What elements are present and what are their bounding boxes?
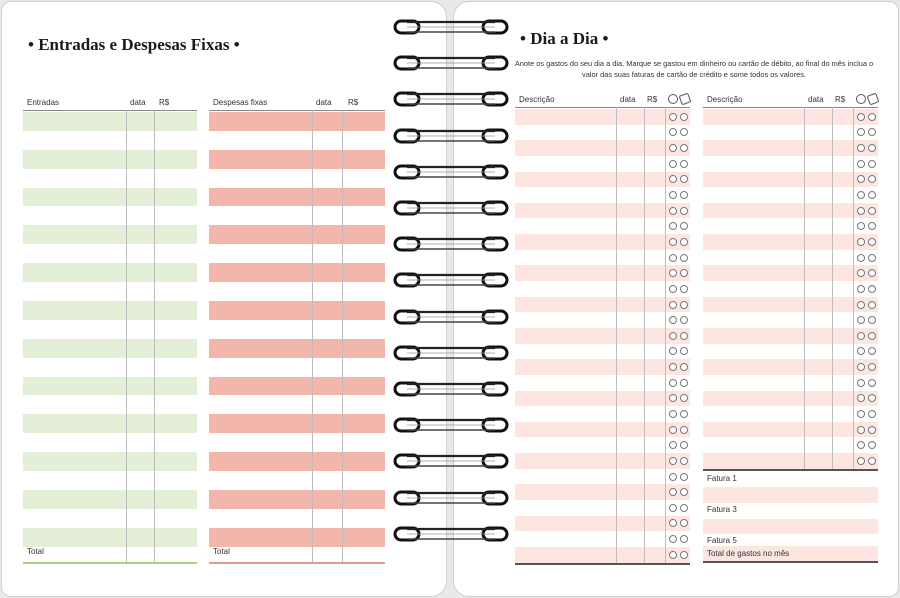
table-row-stripe [209, 150, 385, 169]
dia2-header [703, 93, 878, 108]
table-row-stripe [23, 112, 197, 131]
table-row-stripe [703, 359, 878, 375]
cash-checkbox [857, 363, 865, 371]
card-checkbox [868, 363, 876, 371]
binding-ring [393, 344, 509, 364]
despesas-total-label: Total [213, 547, 230, 556]
card-checkbox [868, 347, 876, 355]
total-underline [209, 562, 385, 564]
binding-ring [393, 452, 509, 472]
cash-checkbox [669, 285, 677, 293]
table-row-stripe [703, 328, 878, 344]
cash-checkbox [669, 160, 677, 168]
entradas-header [23, 96, 197, 111]
table-row-stripe [23, 528, 197, 547]
cash-checkbox [669, 426, 677, 434]
card-checkbox [680, 238, 688, 246]
table-row-stripe [703, 140, 878, 156]
fatura-label: Fatura 5 [707, 536, 737, 546]
card-checkbox [868, 238, 876, 246]
table-row-stripe [209, 377, 385, 396]
table-row-stripe [209, 452, 385, 471]
dia2-header-rs: R$ [835, 95, 846, 104]
table-row-stripe [515, 109, 690, 125]
cash-checkbox [669, 254, 677, 262]
cash-checkbox [857, 379, 865, 387]
card-checkbox [868, 113, 876, 121]
column-divider [616, 107, 617, 563]
cash-checkbox [857, 441, 865, 449]
cash-checkbox [669, 410, 677, 418]
table-row-stripe [703, 109, 878, 125]
binding-ring [393, 127, 509, 147]
table-row-stripe [209, 414, 385, 433]
card-checkbox [868, 191, 876, 199]
entradas-header-rs: R$ [159, 98, 170, 107]
cash-checkbox [857, 128, 865, 136]
binding-ring [393, 489, 509, 509]
total-underline [703, 561, 878, 563]
table-row-stripe [209, 490, 385, 509]
card-checkbox [868, 410, 876, 418]
column-divider [644, 107, 645, 563]
cash-checkbox [857, 238, 865, 246]
table-row-stripe [23, 452, 197, 471]
table-row-stripe [23, 377, 197, 396]
entradas-table [23, 96, 197, 564]
table-row-stripe [209, 263, 385, 282]
table-row-stripe [23, 225, 197, 244]
column-divider [342, 110, 343, 562]
card-checkbox [868, 316, 876, 324]
cash-checkbox [857, 191, 865, 199]
cash-checkbox [857, 347, 865, 355]
table-row-stripe [209, 528, 385, 547]
table-row-stripe [209, 225, 385, 244]
card-checkbox [868, 379, 876, 387]
card-checkbox [680, 347, 688, 355]
table-row-stripe [515, 172, 690, 188]
column-divider [126, 110, 127, 562]
card-checkbox [868, 285, 876, 293]
card-checkbox [680, 301, 688, 309]
cash-checkbox [857, 160, 865, 168]
card-checkbox [868, 457, 876, 465]
cash-checkbox [669, 238, 677, 246]
table-row-stripe [23, 150, 197, 169]
cash-checkbox [857, 332, 865, 340]
table-row-stripe [703, 265, 878, 281]
binding-ring [393, 163, 509, 183]
cash-checkbox [669, 191, 677, 199]
table-row-stripe [209, 112, 385, 131]
table-row-stripe [515, 265, 690, 281]
table-row-stripe [23, 301, 197, 320]
fatura-row-stripe [703, 487, 878, 503]
table-row-stripe [515, 422, 690, 438]
table-row-stripe [515, 297, 690, 313]
cash-checkbox [857, 316, 865, 324]
cash-checkbox [669, 301, 677, 309]
card-checkbox [680, 457, 688, 465]
dia-a-dia-table-1 [515, 93, 690, 567]
table-row-stripe [703, 391, 878, 407]
card-checkbox [680, 504, 688, 512]
card-checkbox [868, 301, 876, 309]
despesas-header-data: data [316, 98, 332, 107]
binding-ring [393, 416, 509, 436]
table-row-stripe [515, 328, 690, 344]
card-checkbox [868, 222, 876, 230]
left-page-title: • Entradas e Despesas Fixas • [28, 35, 240, 54]
binding-ring [393, 18, 509, 38]
table-row-stripe [703, 234, 878, 250]
card-checkbox [680, 191, 688, 199]
cash-checkbox [857, 301, 865, 309]
cash-checkbox [669, 551, 677, 559]
table-row-stripe [23, 263, 197, 282]
card-checkbox [680, 160, 688, 168]
fatura-label: Fatura 3 [707, 504, 737, 514]
cash-checkbox [669, 128, 677, 136]
card-checkbox [868, 128, 876, 136]
table-bottom-line [515, 563, 690, 565]
entradas-header-label: Entradas [27, 98, 60, 107]
card-checkbox [680, 473, 688, 481]
cash-checkbox [669, 535, 677, 543]
table-row-stripe [703, 453, 878, 469]
card-checkbox [680, 363, 688, 371]
cash-checkbox [857, 254, 865, 262]
dia1-header-data: data [620, 95, 636, 104]
binding-ring [393, 380, 509, 400]
card-checkbox [868, 254, 876, 262]
card-checkbox [868, 426, 876, 434]
table-row-stripe [703, 422, 878, 438]
card-checkbox [680, 128, 688, 136]
binding-ring [393, 54, 509, 74]
cash-checkbox [857, 113, 865, 121]
despesas-header-rs: R$ [348, 98, 359, 107]
card-checkbox [868, 332, 876, 340]
column-divider [312, 110, 313, 562]
card-checkbox [680, 441, 688, 449]
card-checkbox [868, 160, 876, 168]
entradas-total-label: Total [27, 547, 44, 556]
cash-checkbox [857, 457, 865, 465]
money-bag-icon [856, 94, 866, 104]
cash-checkbox [669, 222, 677, 230]
instructions: Anote os gastos do seu dia a dia. Marque se gastou em dinheiro ou cartão de débito, ao final do mês inclua o valor das suas faturas de cartão de crédito e some todos os valores. [514, 59, 874, 79]
fatura-row-stripe [703, 519, 878, 535]
table-row-stripe [23, 339, 197, 358]
card-icon [679, 93, 692, 106]
table-row-stripe [515, 484, 690, 500]
card-checkbox [680, 222, 688, 230]
binding-ring [393, 90, 509, 110]
card-checkbox [868, 441, 876, 449]
column-divider [853, 107, 854, 469]
despesas-header-label: Despesas fixas [213, 98, 268, 107]
card-checkbox [680, 332, 688, 340]
column-divider [154, 110, 155, 562]
cash-checkbox [669, 316, 677, 324]
card-checkbox [680, 285, 688, 293]
column-divider [665, 107, 666, 563]
card-checkbox [680, 113, 688, 121]
binding-ring [393, 525, 509, 545]
cash-checkbox [857, 285, 865, 293]
total-gastos-label: Total de gastos no mês [707, 549, 790, 558]
money-bag-icon [668, 94, 678, 104]
table-row-stripe [23, 414, 197, 433]
card-icon [867, 93, 880, 106]
card-checkbox [680, 410, 688, 418]
faturas-divider-line [703, 469, 878, 471]
cash-checkbox [669, 504, 677, 512]
card-checkbox [680, 535, 688, 543]
dia-a-dia-table-2 [703, 93, 878, 567]
entradas-header-data: data [130, 98, 146, 107]
table-row-stripe [23, 188, 197, 207]
table-row-stripe [515, 391, 690, 407]
column-divider [804, 107, 805, 469]
binding-ring [393, 271, 509, 291]
table-row-stripe [209, 301, 385, 320]
card-checkbox [868, 207, 876, 215]
table-row-stripe [703, 297, 878, 313]
card-checkbox [680, 207, 688, 215]
cash-checkbox [857, 207, 865, 215]
cash-checkbox [669, 473, 677, 481]
cash-checkbox [669, 441, 677, 449]
dia2-header-data: data [808, 95, 824, 104]
dia2-header-descricao: Descrição [707, 95, 743, 104]
table-row-stripe [515, 203, 690, 219]
cash-checkbox [669, 457, 677, 465]
column-divider [832, 107, 833, 469]
binding-ring [393, 308, 509, 328]
table-row-stripe [515, 516, 690, 532]
dia1-header-descricao: Descrição [519, 95, 555, 104]
dia1-header [515, 93, 690, 108]
despesas-header [209, 96, 385, 111]
table-row-stripe [515, 359, 690, 375]
card-checkbox [680, 426, 688, 434]
dia1-header-rs: R$ [647, 95, 658, 104]
cash-checkbox [669, 207, 677, 215]
card-checkbox [680, 551, 688, 559]
card-checkbox [680, 379, 688, 387]
table-row-stripe [23, 490, 197, 509]
table-row-stripe [209, 339, 385, 358]
table-row-stripe [515, 140, 690, 156]
table-row-stripe [515, 453, 690, 469]
cash-checkbox [669, 363, 677, 371]
table-row-stripe [703, 172, 878, 188]
card-checkbox [680, 254, 688, 262]
cash-checkbox [669, 347, 677, 355]
table-row-stripe [703, 203, 878, 219]
table-row-stripe [515, 547, 690, 563]
binding-ring [393, 199, 509, 219]
cash-checkbox [669, 332, 677, 340]
cash-checkbox [857, 410, 865, 418]
cash-checkbox [669, 379, 677, 387]
table-row-stripe [515, 234, 690, 250]
card-checkbox [680, 316, 688, 324]
cash-checkbox [857, 222, 865, 230]
despesas-table [209, 96, 385, 564]
cash-checkbox [669, 113, 677, 121]
fatura-label: Fatura 1 [707, 473, 737, 483]
binding-ring [393, 235, 509, 255]
table-row-stripe [209, 188, 385, 207]
cash-checkbox [857, 426, 865, 434]
total-underline [23, 562, 197, 564]
right-page-title: • Dia a Dia • [520, 29, 609, 48]
